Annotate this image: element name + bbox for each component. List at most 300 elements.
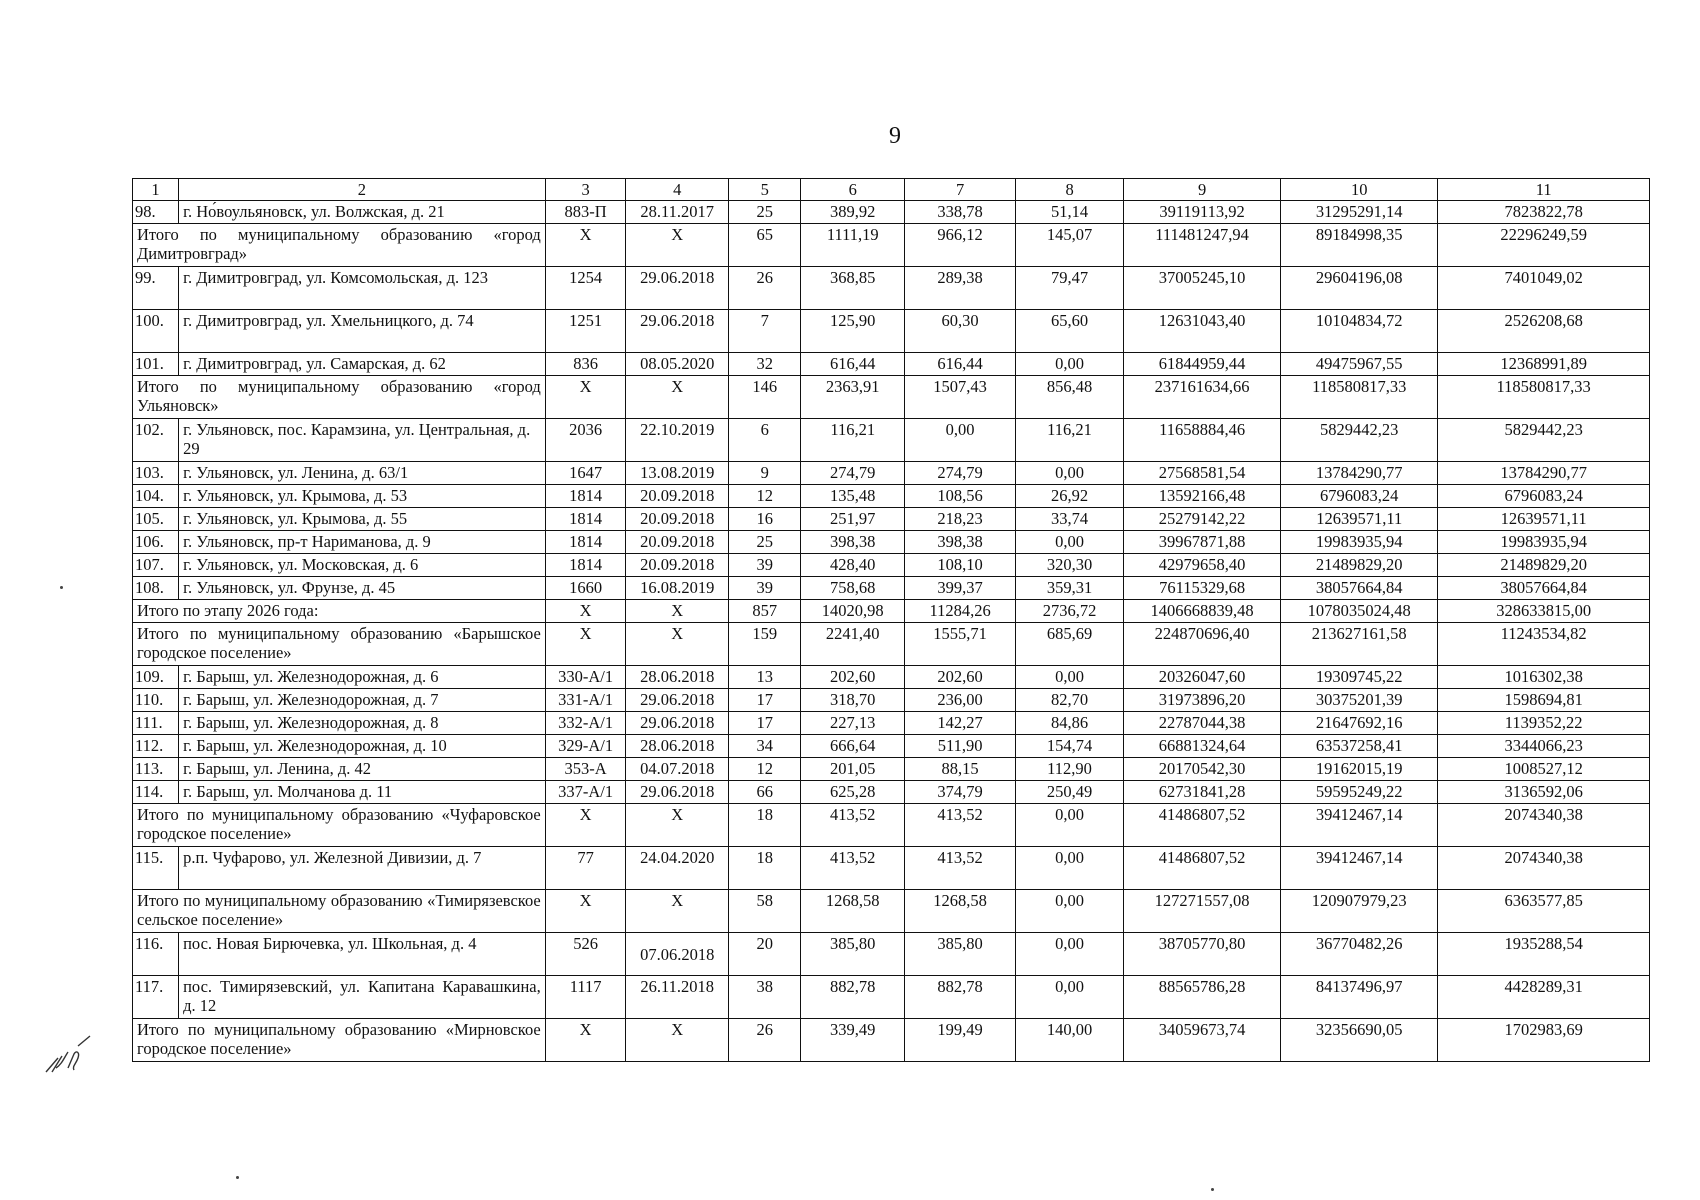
cell-c11: 1702983,69	[1438, 1019, 1650, 1062]
cell-c9: 41486807,52	[1124, 847, 1281, 890]
total-row	[133, 890, 1650, 933]
cell-c3: 332-А/1	[545, 712, 626, 735]
address-cell: г. Ульяновск, ул. Ленина, д. 63/1	[179, 462, 546, 485]
cell-c5: 146	[729, 376, 801, 419]
cell-c3: X	[545, 804, 626, 847]
cell-c4: X	[626, 890, 729, 933]
cell-c7: 218,23	[905, 508, 1016, 531]
cell-c11: 3136592,06	[1438, 781, 1650, 804]
cell-c8: 250,49	[1016, 781, 1124, 804]
cell-c10: 89184998,35	[1281, 224, 1438, 267]
cell-c11: 4428289,31	[1438, 976, 1650, 1019]
address-cell: г. Барыш, ул. Железнодорожная, д. 8	[179, 712, 546, 735]
municipality-total-label: Итого по муниципальному образованию «город Димитровград»	[133, 224, 546, 267]
cell-c4: 29.06.2018	[626, 712, 729, 735]
cell-c11: 1935288,54	[1438, 933, 1650, 976]
cell-c8: 0,00	[1016, 933, 1124, 976]
cell-c8: 0,00	[1016, 804, 1124, 847]
cell-c7: 413,52	[905, 804, 1016, 847]
cell-c6: 413,52	[801, 804, 905, 847]
cell-c6: 1268,58	[801, 890, 905, 933]
cell-c10: 21489829,20	[1281, 554, 1438, 577]
cell-c8: 145,07	[1016, 224, 1124, 267]
cell-c11: 38057664,84	[1438, 577, 1650, 600]
cell-c11: 19983935,94	[1438, 531, 1650, 554]
address-cell: г. Ульяновск, ул. Крымова, д. 53	[179, 485, 546, 508]
cell-c3: 1814	[545, 531, 626, 554]
cell-c10: 39412467,14	[1281, 847, 1438, 890]
cell-c11: 13784290,77	[1438, 462, 1650, 485]
cell-c5: 17	[729, 712, 801, 735]
cell-c10: 29604196,08	[1281, 267, 1438, 310]
cell-c3: 1251	[545, 310, 626, 353]
scan-speck	[60, 586, 63, 589]
address-cell: г. Барыш, ул. Молчанова д. 11	[179, 781, 546, 804]
cell-c5: 159	[729, 623, 801, 666]
cell-c4: 16.08.2019	[626, 577, 729, 600]
cell-c5: 26	[729, 267, 801, 310]
col-header: 10	[1281, 179, 1438, 201]
cell-c5: 13	[729, 666, 801, 689]
cell-c11: 118580817,33	[1438, 376, 1650, 419]
cell-c10: 38057664,84	[1281, 577, 1438, 600]
cell-c10: 84137496,97	[1281, 976, 1438, 1019]
cell-c6: 135,48	[801, 485, 905, 508]
table-row	[133, 933, 1650, 976]
row-number: 109.	[133, 666, 179, 689]
row-number: 104.	[133, 485, 179, 508]
cell-c11: 2074340,38	[1438, 847, 1650, 890]
cell-c7: 511,90	[905, 735, 1016, 758]
cell-c6: 125,90	[801, 310, 905, 353]
cell-c10: 19162015,19	[1281, 758, 1438, 781]
cell-c8: 112,90	[1016, 758, 1124, 781]
cell-c6: 389,92	[801, 201, 905, 224]
cell-c6: 758,68	[801, 577, 905, 600]
cell-c7: 108,56	[905, 485, 1016, 508]
row-number: 108.	[133, 577, 179, 600]
col-header: 9	[1124, 179, 1281, 201]
cell-c3: 77	[545, 847, 626, 890]
row-number: 103.	[133, 462, 179, 485]
cell-c10: 120907979,23	[1281, 890, 1438, 933]
cell-c9: 42979658,40	[1124, 554, 1281, 577]
cell-c7: 966,12	[905, 224, 1016, 267]
cell-c5: 16	[729, 508, 801, 531]
table-row	[133, 419, 1650, 462]
col-header: 7	[905, 179, 1016, 201]
cell-c5: 7	[729, 310, 801, 353]
cell-c6: 1111,19	[801, 224, 905, 267]
municipality-total-label: Итого по муниципальному образованию «Чуфаровское городское поселение»	[133, 804, 546, 847]
cell-c10: 213627161,58	[1281, 623, 1438, 666]
address-cell: пос. Новая Бирючевка, ул. Школьная, д. 4	[179, 933, 546, 976]
cell-c5: 20	[729, 933, 801, 976]
row-number: 117.	[133, 976, 179, 1019]
cell-c3: 353-А	[545, 758, 626, 781]
cell-c6: 368,85	[801, 267, 905, 310]
cell-c3: 836	[545, 353, 626, 376]
cell-c3: 1117	[545, 976, 626, 1019]
cell-c3: 1814	[545, 508, 626, 531]
cell-c10: 36770482,26	[1281, 933, 1438, 976]
cell-c6: 2241,40	[801, 623, 905, 666]
cell-c3: 331-А/1	[545, 689, 626, 712]
table-row	[133, 485, 1650, 508]
cell-c9: 111481247,94	[1124, 224, 1281, 267]
cell-c10: 12639571,11	[1281, 508, 1438, 531]
cell-c8: 65,60	[1016, 310, 1124, 353]
cell-c4: 28.06.2018	[626, 735, 729, 758]
col-header: 2	[179, 179, 546, 201]
row-number: 99.	[133, 267, 179, 310]
cell-c7: 0,00	[905, 419, 1016, 462]
cell-c4: 24.04.2020	[626, 847, 729, 890]
cell-c3: 1647	[545, 462, 626, 485]
table-row	[133, 735, 1650, 758]
cell-c7: 88,15	[905, 758, 1016, 781]
cell-c3: X	[545, 1019, 626, 1062]
cell-c6: 202,60	[801, 666, 905, 689]
row-number: 110.	[133, 689, 179, 712]
table-row	[133, 689, 1650, 712]
cell-c7: 338,78	[905, 201, 1016, 224]
municipality-total-label: Итого по муниципальному образованию «Тимирязевское сельское поселение»	[133, 890, 546, 933]
table-row	[133, 781, 1650, 804]
cell-c9: 127271557,08	[1124, 890, 1281, 933]
cell-c11: 1016302,38	[1438, 666, 1650, 689]
cell-c10: 19309745,22	[1281, 666, 1438, 689]
cell-c7: 399,37	[905, 577, 1016, 600]
cell-c8: 856,48	[1016, 376, 1124, 419]
total-row	[133, 623, 1650, 666]
municipality-total-label: Итого по муниципальному образованию «Мирновское городское поселение»	[133, 1019, 546, 1062]
cell-c9: 20170542,30	[1124, 758, 1281, 781]
cell-c8: 0,00	[1016, 531, 1124, 554]
cell-c4: 28.11.2017	[626, 201, 729, 224]
cell-c9: 39967871,88	[1124, 531, 1281, 554]
cell-c6: 14020,98	[801, 600, 905, 623]
col-header: 8	[1016, 179, 1124, 201]
table-row	[133, 712, 1650, 735]
row-number: 111.	[133, 712, 179, 735]
municipality-total-label: Итого по муниципальному образованию «Барышское городское поселение»	[133, 623, 546, 666]
cell-c3: X	[545, 376, 626, 419]
total-row	[133, 804, 1650, 847]
cell-c5: 25	[729, 531, 801, 554]
cell-c11: 2526208,68	[1438, 310, 1650, 353]
cell-c6: 339,49	[801, 1019, 905, 1062]
cell-c6: 413,52	[801, 847, 905, 890]
cell-c10: 118580817,33	[1281, 376, 1438, 419]
header-row	[133, 179, 1650, 201]
cell-c9: 13592166,48	[1124, 485, 1281, 508]
cell-c9: 62731841,28	[1124, 781, 1281, 804]
cell-c6: 251,97	[801, 508, 905, 531]
cell-c5: 39	[729, 554, 801, 577]
stage-total-label: Итого по этапу 2026 года:	[133, 600, 546, 623]
table-row	[133, 531, 1650, 554]
cell-c5: 38	[729, 976, 801, 1019]
cell-c11: 1139352,22	[1438, 712, 1650, 735]
register-table	[132, 178, 1650, 1062]
cell-c11: 6363577,85	[1438, 890, 1650, 933]
cell-c3: 330-А/1	[545, 666, 626, 689]
cell-c5: 18	[729, 847, 801, 890]
cell-c3: 526	[545, 933, 626, 976]
address-cell: г. Ульяновск, пос. Карамзина, ул. Центральная, д. 29	[179, 419, 546, 462]
total-row	[133, 600, 1650, 623]
cell-c7: 1555,71	[905, 623, 1016, 666]
cell-c4: X	[626, 224, 729, 267]
cell-c4: 29.06.2018	[626, 267, 729, 310]
table-row	[133, 353, 1650, 376]
cell-c9: 25279142,22	[1124, 508, 1281, 531]
cell-c9: 37005245,10	[1124, 267, 1281, 310]
cell-c7: 882,78	[905, 976, 1016, 1019]
scan-speck	[236, 1176, 239, 1179]
cell-c4: 22.10.2019	[626, 419, 729, 462]
cell-c9: 20326047,60	[1124, 666, 1281, 689]
row-number: 116.	[133, 933, 179, 976]
cell-c11: 22296249,59	[1438, 224, 1650, 267]
cell-c7: 398,38	[905, 531, 1016, 554]
cell-c9: 1406668839,48	[1124, 600, 1281, 623]
address-cell: г. Барыш, ул. Железнодорожная, д. 6	[179, 666, 546, 689]
cell-c10: 30375201,39	[1281, 689, 1438, 712]
cell-c7: 616,44	[905, 353, 1016, 376]
cell-c7: 108,10	[905, 554, 1016, 577]
cell-c4: 07.06.2018	[626, 933, 729, 976]
cell-c8: 116,21	[1016, 419, 1124, 462]
cell-c6: 318,70	[801, 689, 905, 712]
row-number: 98.	[133, 201, 179, 224]
cell-c5: 34	[729, 735, 801, 758]
cell-c11: 7823822,78	[1438, 201, 1650, 224]
table-row	[133, 201, 1650, 224]
table-row	[133, 267, 1650, 310]
cell-c6: 616,44	[801, 353, 905, 376]
cell-c7: 199,49	[905, 1019, 1016, 1062]
cell-c3: 1814	[545, 554, 626, 577]
cell-c5: 26	[729, 1019, 801, 1062]
cell-c8: 0,00	[1016, 666, 1124, 689]
cell-c7: 374,79	[905, 781, 1016, 804]
cell-c10: 10104834,72	[1281, 310, 1438, 353]
row-number: 102.	[133, 419, 179, 462]
table-row	[133, 577, 1650, 600]
table-row	[133, 554, 1650, 577]
row-number: 107.	[133, 554, 179, 577]
table-row	[133, 758, 1650, 781]
cell-c5: 857	[729, 600, 801, 623]
cell-c10: 49475967,55	[1281, 353, 1438, 376]
table-row	[133, 462, 1650, 485]
cell-c7: 1507,43	[905, 376, 1016, 419]
cell-c10: 21647692,16	[1281, 712, 1438, 735]
cell-c4: X	[626, 623, 729, 666]
cell-c3: 2036	[545, 419, 626, 462]
row-number: 100.	[133, 310, 179, 353]
col-header: 5	[729, 179, 801, 201]
cell-c3: X	[545, 623, 626, 666]
cell-c7: 202,60	[905, 666, 1016, 689]
cell-c4: 20.09.2018	[626, 508, 729, 531]
address-cell: г. Димитровград, ул. Комсомольская, д. 123	[179, 267, 546, 310]
cell-c11: 12368991,89	[1438, 353, 1650, 376]
handwritten-initials	[38, 1028, 98, 1078]
cell-c9: 61844959,44	[1124, 353, 1281, 376]
cell-c9: 39119113,92	[1124, 201, 1281, 224]
cell-c4: 08.05.2020	[626, 353, 729, 376]
cell-c7: 142,27	[905, 712, 1016, 735]
total-row	[133, 376, 1650, 419]
col-header: 6	[801, 179, 905, 201]
cell-c9: 38705770,80	[1124, 933, 1281, 976]
cell-c10: 6796083,24	[1281, 485, 1438, 508]
cell-c9: 66881324,64	[1124, 735, 1281, 758]
cell-c7: 1268,58	[905, 890, 1016, 933]
row-number: 112.	[133, 735, 179, 758]
address-cell: г. Ульяновск, пр-т Нариманова, д. 9	[179, 531, 546, 554]
cell-c8: 82,70	[1016, 689, 1124, 712]
cell-c5: 58	[729, 890, 801, 933]
cell-c9: 41486807,52	[1124, 804, 1281, 847]
total-row	[133, 224, 1650, 267]
row-number: 113.	[133, 758, 179, 781]
address-cell: г. Ульяновск, ул. Крымова, д. 55	[179, 508, 546, 531]
address-cell: г. Димитровград, ул. Хмельницкого, д. 74	[179, 310, 546, 353]
cell-c11: 7401049,02	[1438, 267, 1650, 310]
cell-c8: 0,00	[1016, 890, 1124, 933]
cell-c11: 12639571,11	[1438, 508, 1650, 531]
col-header: 11	[1438, 179, 1650, 201]
cell-c3: X	[545, 224, 626, 267]
cell-c7: 385,80	[905, 933, 1016, 976]
cell-c7: 60,30	[905, 310, 1016, 353]
cell-c4: X	[626, 600, 729, 623]
cell-c10: 5829442,23	[1281, 419, 1438, 462]
cell-c8: 154,74	[1016, 735, 1124, 758]
cell-c5: 65	[729, 224, 801, 267]
cell-c9: 88565786,28	[1124, 976, 1281, 1019]
cell-c6: 882,78	[801, 976, 905, 1019]
cell-c7: 274,79	[905, 462, 1016, 485]
cell-c10: 63537258,41	[1281, 735, 1438, 758]
cell-c8: 685,69	[1016, 623, 1124, 666]
cell-c5: 18	[729, 804, 801, 847]
cell-c4: 13.08.2019	[626, 462, 729, 485]
address-cell: пос. Тимирязевский, ул. Капитана Каравашкина, д. 12	[179, 976, 546, 1019]
municipality-total-label: Итого по муниципальному образованию «город Ульяновск»	[133, 376, 546, 419]
cell-c6: 274,79	[801, 462, 905, 485]
address-cell: г. Барыш, ул. Ленина, д. 42	[179, 758, 546, 781]
cell-c5: 12	[729, 485, 801, 508]
cell-c11: 5829442,23	[1438, 419, 1650, 462]
table-row	[133, 508, 1650, 531]
cell-c3: X	[545, 600, 626, 623]
cell-c6: 428,40	[801, 554, 905, 577]
cell-c6: 398,38	[801, 531, 905, 554]
address-cell: г. Димитровград, ул. Самарская, д. 62	[179, 353, 546, 376]
cell-c3: 1254	[545, 267, 626, 310]
row-number: 115.	[133, 847, 179, 890]
cell-c4: 20.09.2018	[626, 531, 729, 554]
address-cell: г. Но́воульяновск, ул. Волжская, д. 21	[179, 201, 546, 224]
cell-c9: 34059673,74	[1124, 1019, 1281, 1062]
cell-c5: 6	[729, 419, 801, 462]
cell-c9: 22787044,38	[1124, 712, 1281, 735]
cell-c5: 9	[729, 462, 801, 485]
cell-c10: 39412467,14	[1281, 804, 1438, 847]
cell-c8: 0,00	[1016, 847, 1124, 890]
cell-c7: 289,38	[905, 267, 1016, 310]
cell-c4: 26.11.2018	[626, 976, 729, 1019]
cell-c4: X	[626, 804, 729, 847]
col-header: 3	[545, 179, 626, 201]
cell-c6: 2363,91	[801, 376, 905, 419]
cell-c4: 28.06.2018	[626, 666, 729, 689]
cell-c10: 32356690,05	[1281, 1019, 1438, 1062]
cell-c5: 39	[729, 577, 801, 600]
cell-c4: 20.09.2018	[626, 485, 729, 508]
address-cell: г. Барыш, ул. Железнодорожная, д. 10	[179, 735, 546, 758]
cell-c4: 20.09.2018	[626, 554, 729, 577]
cell-c8: 140,00	[1016, 1019, 1124, 1062]
cell-c10: 19983935,94	[1281, 531, 1438, 554]
table-row	[133, 310, 1650, 353]
cell-c5: 66	[729, 781, 801, 804]
cell-c9: 12631043,40	[1124, 310, 1281, 353]
cell-c11: 1008527,12	[1438, 758, 1650, 781]
table-row	[133, 666, 1650, 689]
cell-c10: 31295291,14	[1281, 201, 1438, 224]
cell-c3: 1814	[545, 485, 626, 508]
cell-c11: 6796083,24	[1438, 485, 1650, 508]
cell-c10: 1078035024,48	[1281, 600, 1438, 623]
table-row	[133, 976, 1650, 1019]
cell-c6: 116,21	[801, 419, 905, 462]
cell-c6: 625,28	[801, 781, 905, 804]
address-cell: р.п. Чуфарово, ул. Железной Дивизии, д. 7	[179, 847, 546, 890]
cell-c11: 1598694,81	[1438, 689, 1650, 712]
cell-c7: 236,00	[905, 689, 1016, 712]
scan-speck	[1211, 1188, 1214, 1191]
cell-c3: 883-П	[545, 201, 626, 224]
table-row	[133, 847, 1650, 890]
col-header: 1	[133, 179, 179, 201]
cell-c9: 11658884,46	[1124, 419, 1281, 462]
cell-c8: 79,47	[1016, 267, 1124, 310]
cell-c11: 2074340,38	[1438, 804, 1650, 847]
address-cell: г. Ульяновск, ул. Московская, д. 6	[179, 554, 546, 577]
address-cell: г. Барыш, ул. Железнодорожная, д. 7	[179, 689, 546, 712]
cell-c9: 31973896,20	[1124, 689, 1281, 712]
cell-c6: 666,64	[801, 735, 905, 758]
cell-c8: 320,30	[1016, 554, 1124, 577]
cell-c8: 0,00	[1016, 976, 1124, 1019]
cell-c7: 413,52	[905, 847, 1016, 890]
cell-c4: X	[626, 1019, 729, 1062]
address-cell: г. Ульяновск, ул. Фрунзе, д. 45	[179, 577, 546, 600]
cell-c8: 0,00	[1016, 353, 1124, 376]
row-number: 101.	[133, 353, 179, 376]
cell-c9: 237161634,66	[1124, 376, 1281, 419]
cell-c11: 11243534,82	[1438, 623, 1650, 666]
cell-c8: 2736,72	[1016, 600, 1124, 623]
cell-c11: 328633815,00	[1438, 600, 1650, 623]
cell-c5: 32	[729, 353, 801, 376]
